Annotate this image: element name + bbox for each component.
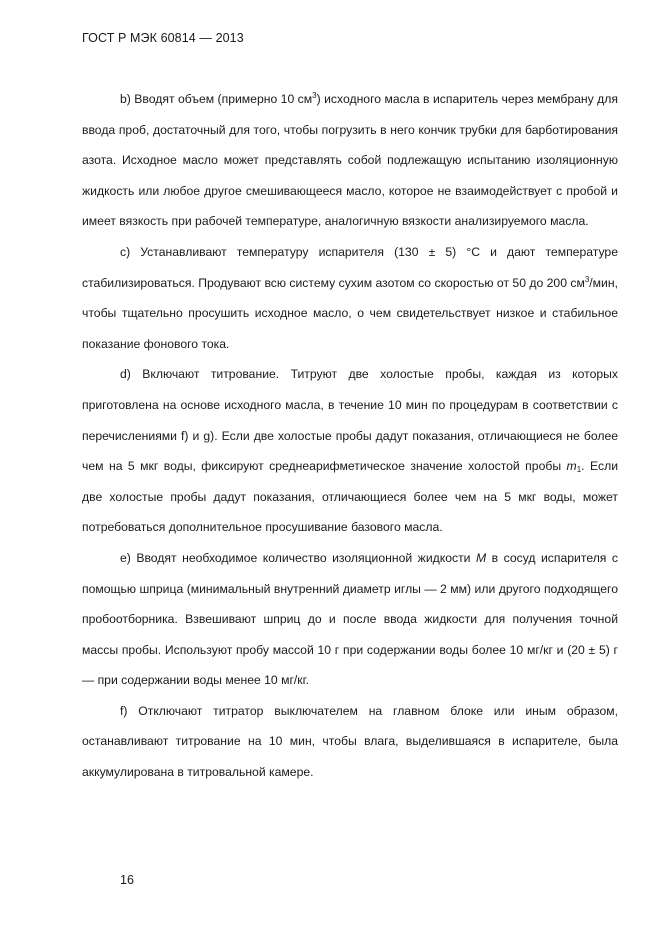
- page-footer: [120, 873, 134, 887]
- paragraph-f-text: f) Отключают титратор выключателем на главном блоке или иным образом, останавливают титрование на 10 мин, чтобы влага, выделившаяся в испарителе, была аккумулирована в титровальной камере.: [82, 703, 618, 780]
- paragraph-c-text-1: c) Устанавливают температуру испарителя (130 ± 5) °C и дают температуре стабилизироваться. Продувают всю систему сухим азотом со скоростью от 50 до 200 см: [82, 244, 618, 290]
- variable-M: M: [475, 550, 487, 565]
- paragraph-e: [82, 543, 618, 696]
- paragraph-e-text-2: в сосуд испарителя с помощью шприца (минимальный внутренний диаметр иглы — 2 мм) или другого подходящего пробоотборника. Взвешивают шприц до и после ввода жидкости для получения точной массы пробы. Используют пробу массой 10 г при содержании воды более 10 мг/кг и (20 ± 5) г — при содержании воды менее 10 мг/кг.: [82, 550, 618, 688]
- superscript-cubic: 3: [312, 91, 317, 100]
- paragraph-c: [82, 237, 618, 359]
- paragraph-d-text-2: . Если две холостые пробы дадут показания, отличающиеся более чем на 5 мкг воды, может потребоваться дополнительное просушивание базового масла.: [82, 459, 618, 535]
- paragraph-d-text-1: d) Включают титрование. Титруют две холостые пробы, каждая из которых приготовлена на основе исходного масла, в течение 10 мин по процедурам в соответствии с перечислениями f) и g). Если две холостые пробы дадут показания, отличающиеся не более чем на 5 мкг воды, фиксируют среднеарифметическое значение холостой пробы: [82, 367, 618, 474]
- paragraph-c-text-2: /мин, чтобы тщательно просушить исходное масло, о чем свидетельствует низкое и стабильное показание фонового тока.: [82, 275, 618, 351]
- document-header: [82, 31, 244, 45]
- paragraph-b-text-1: b) Вводят объем (примерно 10 см: [120, 92, 313, 106]
- paragraph-d: [82, 359, 618, 543]
- page-number: 16: [120, 873, 134, 887]
- superscript-cubic: 3: [584, 274, 590, 284]
- paragraph-e-text-1: e) Вводят необходимое количество изоляционной жидкости: [120, 550, 476, 565]
- paragraph-b: [82, 84, 618, 237]
- paragraph-b-text-2: ) исходного масла в испаритель через мембрану для ввода проб, достаточный для того, чтобы погрузить в него кончик трубки для барботирования азота. Исходное масло может представлять собой подлежащую испытанию изоляционную жидкость или любое другое смешивающееся масло, которое не взаимодействует с пробой и имеет вязкость при рабочей температуре, аналогичную вязкости анализируемого масла.: [82, 92, 618, 229]
- variable-m: m: [566, 459, 577, 474]
- document-code: ГОСТ Р МЭК 60814 — 2013: [82, 31, 244, 45]
- paragraph-f: [82, 696, 618, 788]
- subscript-one: 1: [576, 465, 582, 475]
- document-body: [82, 84, 618, 788]
